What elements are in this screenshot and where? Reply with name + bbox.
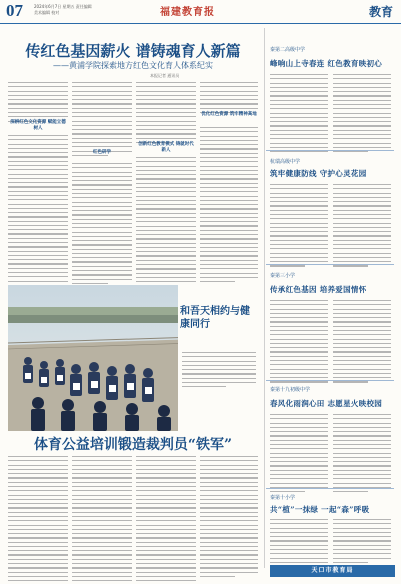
sidebar-item-title: 共“植”一抹绿 一起“森”呼吸: [270, 505, 370, 514]
sidebar-divider: [266, 380, 394, 381]
footer-band: 天口市教育局: [270, 565, 395, 577]
bottom-column-4: [200, 456, 258, 580]
article-column-3: [136, 82, 196, 146]
main-subhead: ——黄浦学院探索地方红色文化育人体系纪实: [53, 61, 213, 70]
article-subheading-3: 创新红色教育模式 铸就时代新人: [138, 142, 194, 153]
article-column-2b: [72, 163, 132, 287]
article-column-2: [72, 82, 132, 159]
newspaper-brand: 福建教育报: [160, 7, 215, 18]
sidebar-divider: [266, 150, 394, 151]
sidebar-item-text: [333, 519, 391, 566]
page-number: 07: [6, 1, 23, 20]
bottom-column-3: [136, 456, 196, 584]
article-subheading-2: 红色研学: [93, 150, 111, 155]
main-headline: 传红色基因薪火 谱铸魂育人新篇: [25, 42, 241, 60]
sidebar-item-title: 传承红色基因 培养爱国情怀: [270, 285, 367, 294]
bottom-headline: 体育公益培训锻造裁判员“铁军”: [33, 437, 233, 453]
sidebar-item-text: [333, 414, 391, 495]
sidebar-item-title: 峰响山上寺春连 红色教育映初心: [270, 59, 383, 68]
sidebar-item-school: 秦第二高级中学: [270, 47, 306, 53]
article-subheading-4: 优化红色资源 筑牢精神高地: [201, 112, 257, 117]
page-header: [0, 0, 401, 24]
bottom-column-1: [8, 456, 68, 584]
photo-caption: [182, 352, 256, 391]
sidebar-item-text: [270, 184, 328, 270]
article-column-1: [8, 82, 68, 125]
sidebar-item-text: [333, 74, 391, 155]
article-subheading-1: 深耕红色文化资源 赋能立德树人: [10, 120, 66, 131]
sidebar-item-school: 杭瑞高级中学: [270, 159, 301, 165]
section-name: 教育: [368, 5, 393, 19]
sidebar-item-school: 秦第十九初级中学: [270, 387, 311, 393]
article-column-4b: [200, 127, 258, 285]
byline: 本报记者 通讯员: [150, 73, 180, 78]
sidebar-item-text: [333, 300, 391, 386]
sidebar-item-school: 秦第十小学: [270, 495, 296, 501]
article-column-3b: [136, 157, 196, 294]
sidebar-item-text: [270, 414, 328, 495]
issue-meta: 2024年6月7日 星期五 责任编辑 美术编辑 校对: [34, 4, 92, 15]
bottom-column-2: [72, 456, 132, 584]
sidebar-item-text: [270, 74, 328, 155]
sidebar-divider: [266, 264, 394, 265]
photo-title: 和吾天相约与健康同行: [180, 306, 250, 330]
sidebar-item-title: 春风化雨润心田 志愿星火映校园: [270, 399, 383, 408]
sidebar-item-text: [270, 519, 328, 566]
article-column-1b: [8, 135, 68, 289]
sidebar-item-text: [333, 184, 391, 270]
sidebar-divider: [266, 488, 394, 489]
sidebar-item-title: 筑牢健康防线 守护心灵花园: [270, 169, 367, 178]
sidebar-item-text: [270, 300, 328, 386]
sidebar-item-school: 秦第三小学: [270, 273, 296, 279]
